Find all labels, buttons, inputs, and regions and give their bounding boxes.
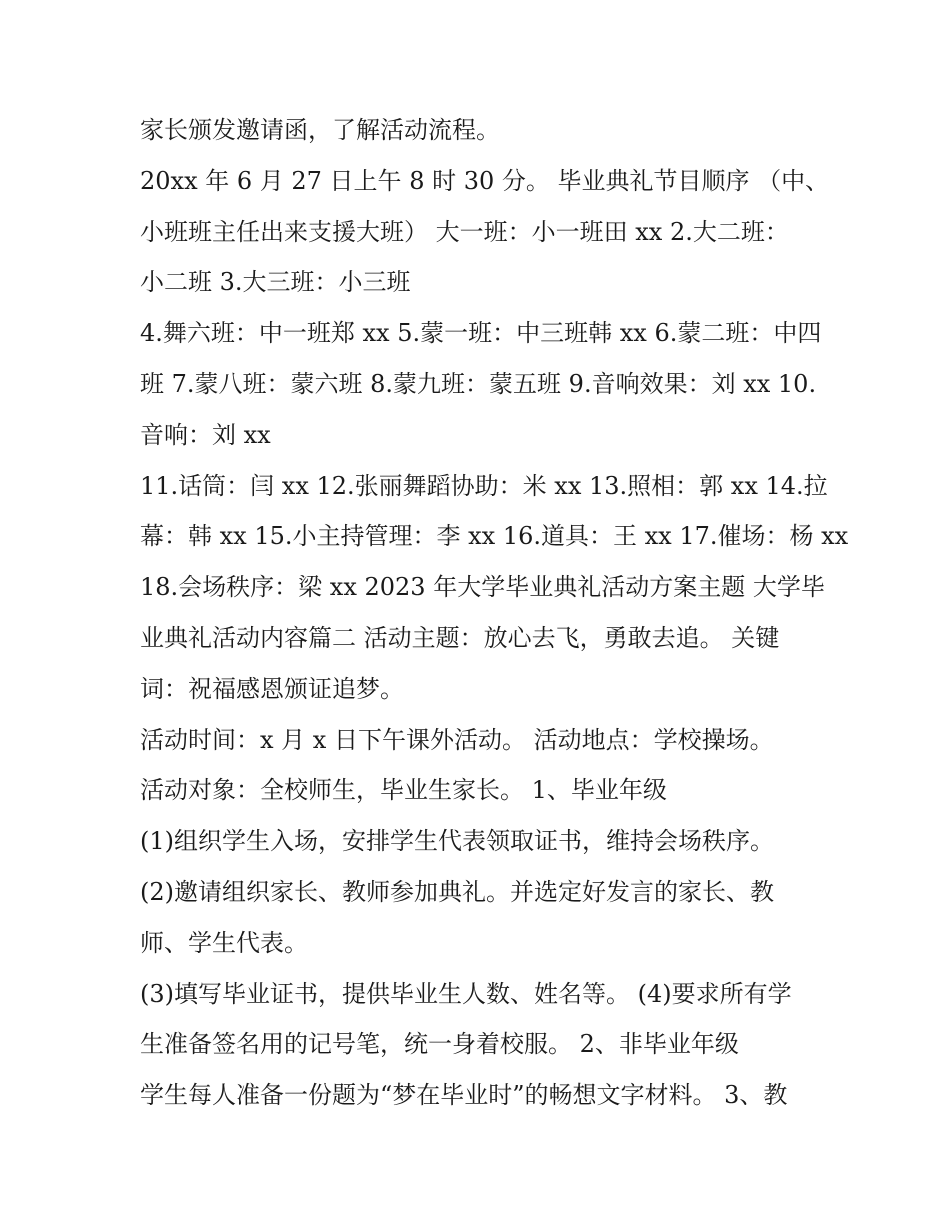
text-line: 家长颁发邀请函，了解活动流程。	[140, 116, 500, 144]
text-line: 小二班 3.大三班：小三班	[140, 268, 411, 297]
text-line: 师、学生代表。	[140, 928, 308, 957]
text-line: 音响：刘 xx	[140, 420, 271, 449]
text-line: 4.舞六班：中一班郑 xx 5.蒙一班：中三班韩 xx 6.蒙二班：中四	[140, 319, 822, 348]
text-line: (1)组织学生入场，安排学生代表领取证书，维持会场秩序。	[140, 827, 774, 856]
text-line: 词：祝福感恩颁证追梦。	[140, 674, 404, 703]
text-line: 活动时间：x 月 x 日下午课外活动。 活动地点：学校操场。	[140, 725, 774, 754]
text-line: 18.会场秩序：梁 xx 2023 年大学毕业典礼活动方案主题 大学毕	[140, 573, 825, 602]
text-line: 20xx 年 6 月 27 日上午 8 时 30 分。 毕业典礼节目顺序 （中、	[140, 166, 830, 195]
text-line: 小班班主任出来支援大班） 大一班：小一班田 xx 2.大二班：	[140, 217, 789, 246]
document-body	[140, 105, 849, 1121]
text-line: 生准备签名用的记号笔，统一身着校服。 2、非毕业年级	[140, 1030, 739, 1059]
text-line: 活动对象：全校师生，毕业生家长。 1、毕业年级	[140, 776, 667, 805]
text-line: 学生每人准备一份题为“梦在毕业时”的畅想文字材料。 3、教	[140, 1081, 788, 1110]
text-line: 业典礼活动内容篇二 活动主题：放心去飞，勇敢去追。 关键	[140, 623, 780, 652]
text-line: (2)邀请组织家长、教师参加典礼。并选定好发言的家长、教	[140, 877, 774, 906]
text-line: 幕：韩 xx 15.小主持管理：李 xx 16.道具：王 xx 17.催场：杨 xx	[140, 522, 849, 551]
text-line: (3)填写毕业证书，提供毕业生人数、姓名等。 (4)要求所有学	[140, 979, 792, 1008]
text-line: 11.话筒：闫 xx 12.张丽舞蹈协助：米 xx 13.照相：郭 xx 14.拉	[140, 471, 828, 500]
text-line: 班 7.蒙八班：蒙六班 8.蒙九班：蒙五班 9.音响效果：刘 xx 10.	[140, 369, 817, 398]
